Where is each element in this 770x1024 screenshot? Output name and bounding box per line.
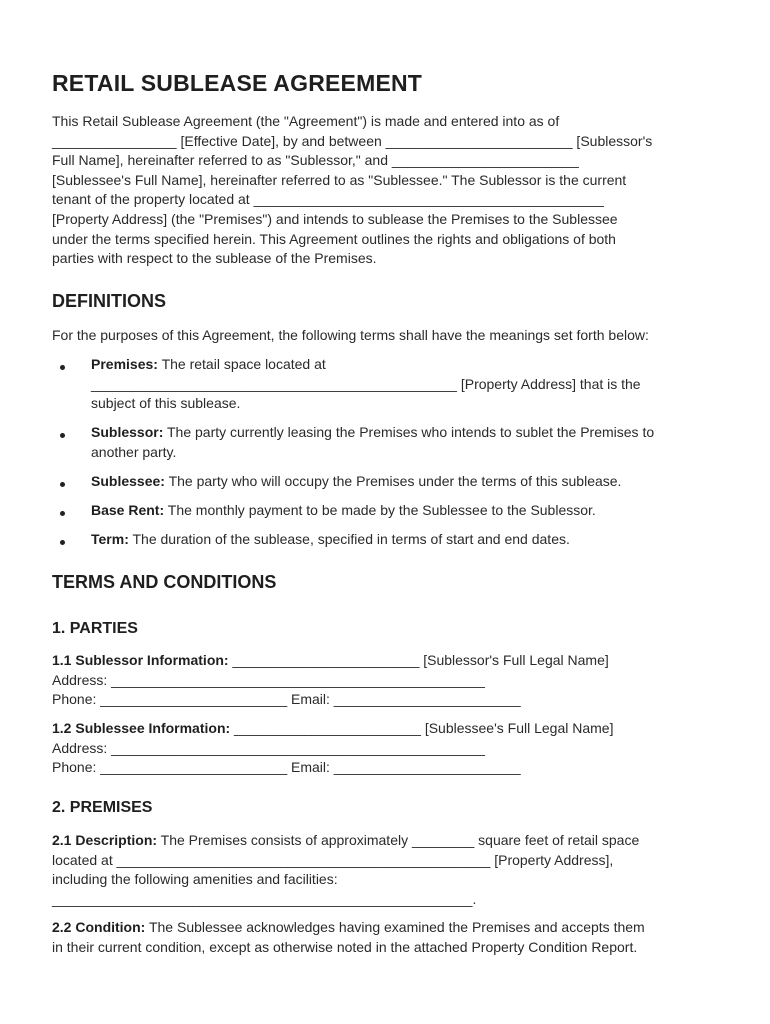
premises-condition <box>52 918 724 957</box>
definition-term: Sublessor: <box>91 424 164 440</box>
premises-heading: 2. PREMISES <box>52 799 153 816</box>
definition-term: Sublessee: <box>91 473 165 489</box>
definition-sublessee <box>91 472 723 492</box>
document-title: RETAIL SUBLEASE AGREEMENT <box>52 70 423 96</box>
definitions-lead: For the purposes of this Agreement, the following terms shall have the meanings set forth below: <box>52 327 649 343</box>
definition-text: The party currently leasing the Premises who intends to sublet the Premises to another party. <box>91 424 655 460</box>
definition-base-rent <box>91 501 723 521</box>
definition-term: Premises: <box>91 356 158 372</box>
section-label: 2.2 Condition: <box>52 919 146 935</box>
sublessor-information <box>52 651 724 710</box>
section-text: The Sublessee acknowledges having examined the Premises and accepts them in their current condition, except as otherwise noted in the attached Property Condition Report. <box>52 919 645 955</box>
definitions-heading: DEFINITIONS <box>52 291 167 311</box>
definition-premises <box>91 355 723 414</box>
definition-text: The party who will occupy the Premises under the terms of this sublease. <box>164 473 622 489</box>
bullet-icon <box>60 365 65 370</box>
bullet-icon <box>60 540 65 545</box>
definition-term: Term: <box>91 531 129 547</box>
sublessee-information <box>52 719 724 778</box>
definition-sublessor <box>91 423 723 462</box>
section-label: 1.1 Sublessor Information: <box>52 652 229 668</box>
section-text: ________________________ [Sublessor's Full Legal Name] Address: ________________________________________________ Phone: ________________________ Email: ________________________ <box>52 652 609 708</box>
definition-text: The retail space located at _______________________________________________ [Property Address] that is the subject of this sublease. <box>91 356 641 412</box>
definition-term: Base Rent: <box>91 502 165 518</box>
section-text: ________________________ [Sublessee's Full Legal Name] Address: ________________________________________________ Phone: ________________________ Email: ________________________ <box>52 720 614 776</box>
section-text: The Premises consists of approximately ________ square feet of retail space located at ________________________________________________ [Property Address], including the following amenities and facilities: ______________________________________________________. <box>52 832 640 907</box>
bullet-icon <box>60 433 65 438</box>
definition-term-duration <box>91 530 723 550</box>
parties-heading: 1. PARTIES <box>52 620 138 637</box>
definition-text: The monthly payment to be made by the Sublessee to the Sublessor. <box>164 502 596 518</box>
premises-description <box>52 831 724 909</box>
terms-heading: TERMS AND CONDITIONS <box>52 572 277 592</box>
section-label: 2.1 Description: <box>52 832 158 848</box>
bullet-icon <box>60 511 65 516</box>
section-label: 1.2 Sublessee Information: <box>52 720 231 736</box>
bullet-icon <box>60 482 65 487</box>
definition-text: The duration of the sublease, specified in terms of start and end dates. <box>128 531 570 547</box>
intro-paragraph: This Retail Sublease Agreement (the "Agreement") is made and entered into as of ________________ [Effective Date], by and between ________________________ [Sublessor's Full Name], hereinafter referred to as "Sublessor," and ________________________ [Sublessee's Full Name], hereinafter referred to as "Sublessee." The Sublessor is the current tenant of the property located at _____________________________________________ [Property Address] (the "Premises") and intends to sublease the Premises to the Sublessee under the terms specified herein. This Agreement outlines the rights and obligations of both parties with respect to the sublease of the Premises. <box>52 113 653 267</box>
